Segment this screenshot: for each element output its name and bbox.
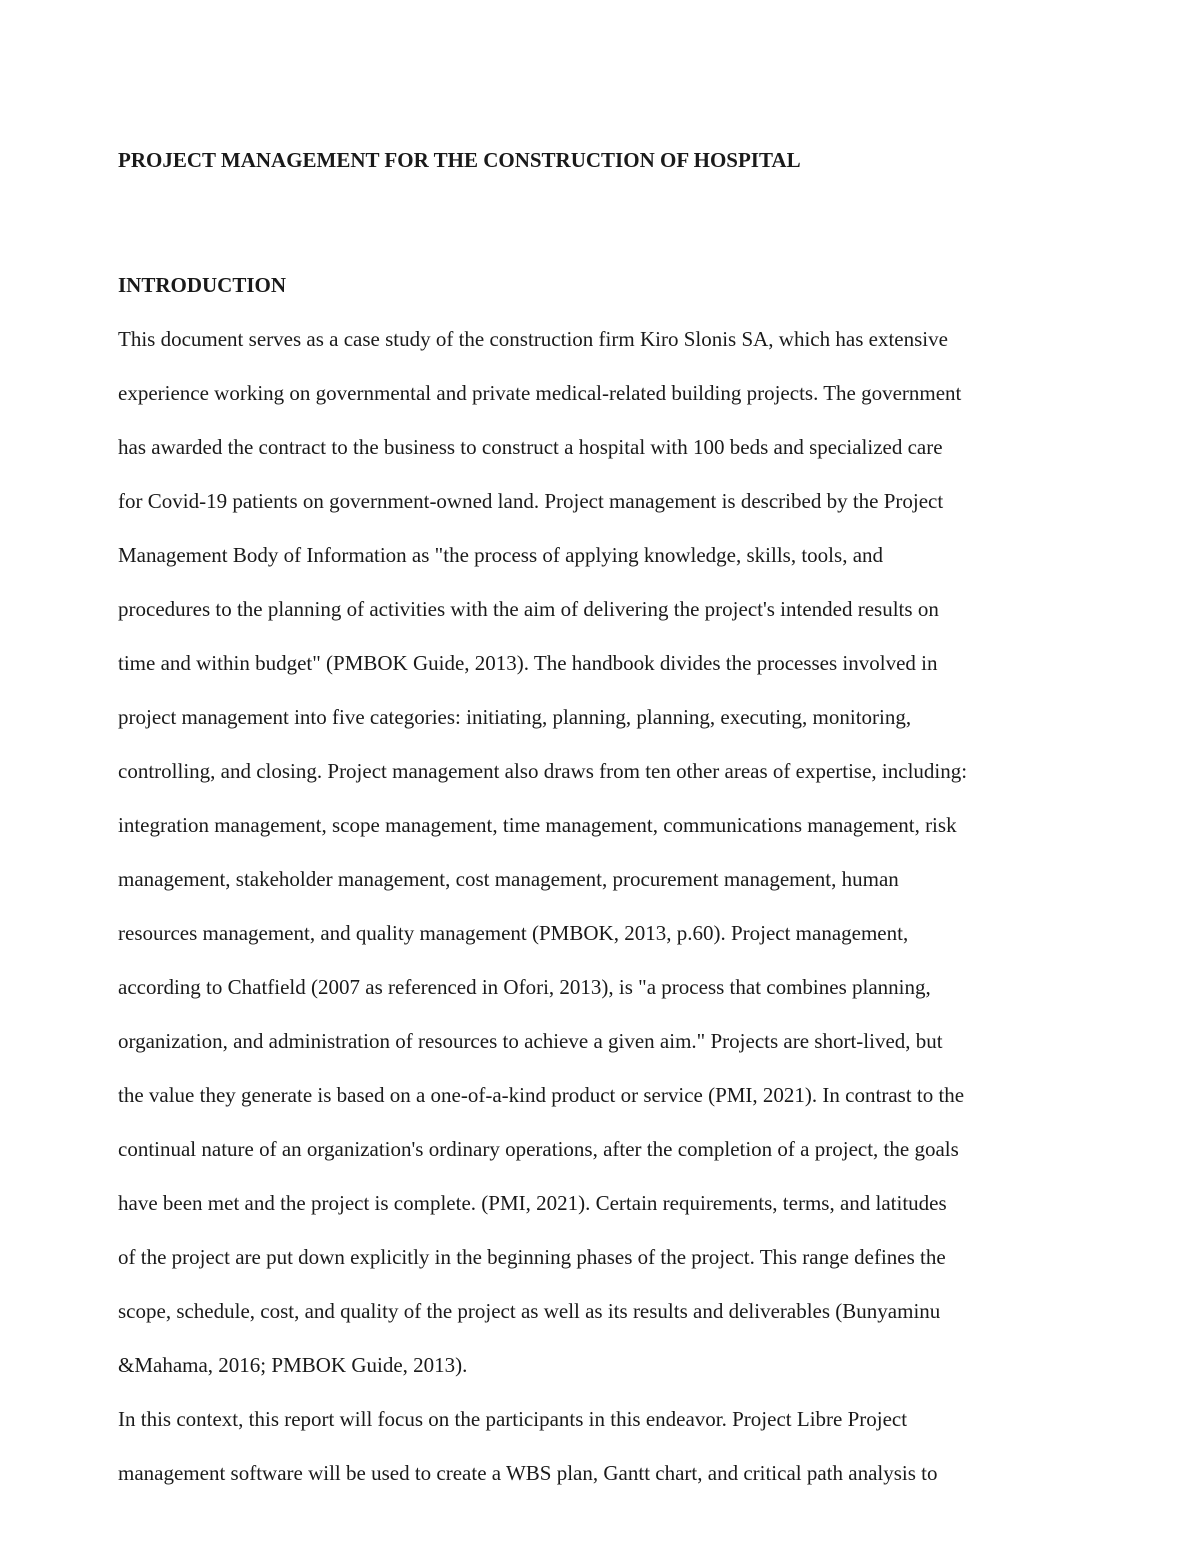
body-line: time and within budget" (PMBOK Guide, 2013). The handbook divides the processes involved in — [118, 651, 938, 675]
body-line: management software will be used to create a WBS plan, Gantt chart, and critical path analysis to — [118, 1461, 938, 1485]
body-line: continual nature of an organization's ordinary operations, after the completion of a project, the goals — [118, 1137, 959, 1161]
body-line: experience working on governmental and private medical-related building projects. The government — [118, 381, 962, 405]
section-heading-introduction: INTRODUCTION — [118, 273, 287, 297]
body-line: resources management, and quality management (PMBOK, 2013, p.60). Project management, — [118, 921, 909, 945]
body-line: scope, schedule, cost, and quality of the project as well as its results and deliverables (Bunyaminu — [118, 1299, 941, 1323]
body-line: controlling, and closing. Project management also draws from ten other areas of expertise, including: — [118, 759, 968, 783]
body-line: management, stakeholder management, cost management, procurement management, human — [118, 867, 899, 891]
body-line: project management into five categories: initiating, planning, planning, executing, monitoring, — [118, 705, 912, 729]
body-line: have been met and the project is complete. (PMI, 2021). Certain requirements, terms, and latitudes — [118, 1191, 947, 1215]
body-line: In this context, this report will focus on the participants in this endeavor. Project Libre Project — [118, 1407, 908, 1431]
body-line: the value they generate is based on a one-of-a-kind product or service (PMI, 2021). In contrast to the — [118, 1083, 965, 1107]
body-line: for Covid-19 patients on government-owned land. Project management is described by the Project — [118, 489, 944, 513]
document-title: PROJECT MANAGEMENT FOR THE CONSTRUCTION OF HOSPITAL — [118, 148, 801, 172]
body-line: integration management, scope management, time management, communications management, risk — [118, 813, 957, 837]
body-line: &Mahama, 2016; PMBOK Guide, 2013). — [118, 1353, 468, 1377]
body-line: Management Body of Information as "the process of applying knowledge, skills, tools, and — [118, 543, 884, 567]
body-line: of the project are put down explicitly in the beginning phases of the project. This range defines the — [118, 1245, 946, 1269]
body-line: procedures to the planning of activities with the aim of delivering the project's intended results on — [118, 597, 939, 621]
body-line: This document serves as a case study of the construction firm Kiro Slonis SA, which has extensive — [118, 327, 948, 351]
body-line: according to Chatfield (2007 as referenced in Ofori, 2013), is "a process that combines planning, — [118, 975, 931, 999]
body-line: has awarded the contract to the business to construct a hospital with 100 beds and specialized care — [118, 435, 943, 459]
body-line: organization, and administration of resources to achieve a given aim." Projects are short-lived, but — [118, 1029, 943, 1053]
